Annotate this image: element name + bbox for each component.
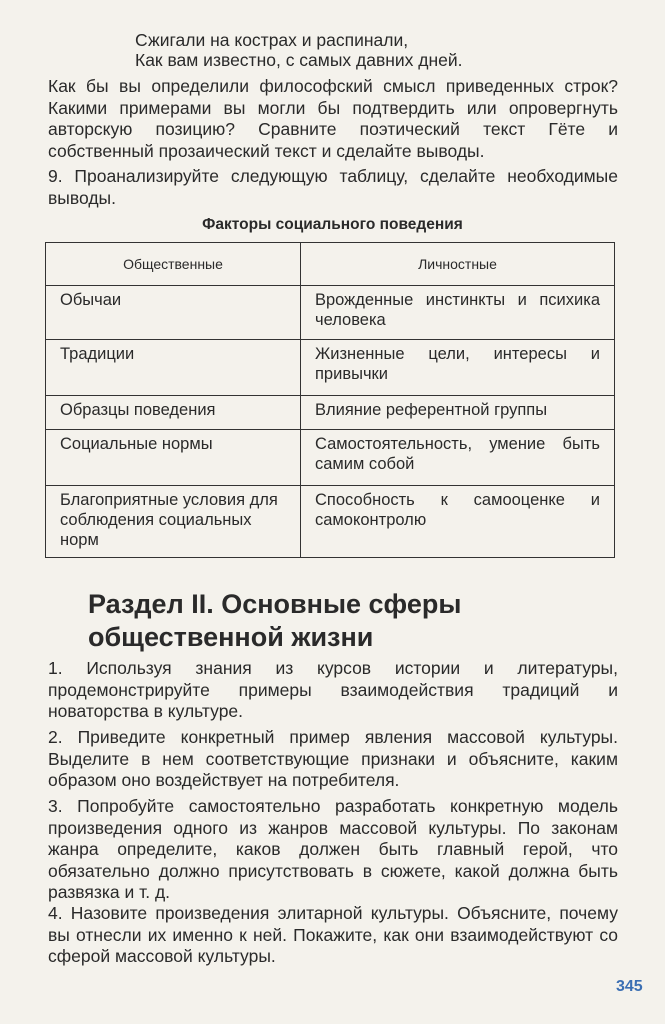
task-3: 3. Попробуйте самостоятельно разработать конкретную модель произведения одного из жанров массовой культуры. По законам жанра определите, каков должен быть главный герой, что обязательно должно присутствовать в сюжете, какой должна быть развязка и т. д.	[48, 796, 618, 902]
poem-line: Сжигали на кострах и распинали,	[135, 30, 409, 50]
table-cell: Самостоятельность, умение быть самим собой	[301, 430, 615, 486]
table-row	[46, 486, 615, 558]
table-cell: Влияние референтной группы	[301, 396, 615, 430]
table-cell: Обычаи	[46, 286, 301, 340]
task-9: 9. Проанализируйте следующую таблицу, сделайте необходимые выводы.	[48, 166, 618, 208]
table-cell: Социальные нормы	[46, 430, 301, 486]
page-number: 345	[616, 978, 643, 995]
section-heading-line: общественной жизни	[88, 622, 374, 652]
table-header-cell: Общественные	[46, 243, 301, 286]
section-heading-line: Раздел II. Основные сферы	[88, 589, 462, 619]
table-cell: Способность к самооценке и самоконтролю	[301, 486, 615, 558]
table-cell: Жизненные цели, интересы и привычки	[301, 340, 615, 396]
table-cell: Врожденные инстинкты и психика человека	[301, 286, 615, 340]
table-cell: Традиции	[46, 340, 301, 396]
social-behavior-table	[45, 242, 615, 558]
poem-quote	[135, 30, 463, 70]
poem-line: Как вам известно, с самых давних дней.	[135, 50, 463, 70]
question-paragraph: Как бы вы определили философский смысл приведенных строк? Какими примерами вы могли бы подтвердить или опровергнуть авторскую позицию? Сравните поэтический текст Гёте и собственный прозаический текст и сделайте выводы.	[48, 76, 618, 161]
table-header-cell: Личностные	[301, 243, 615, 286]
table-row	[46, 286, 615, 340]
table-row	[46, 340, 615, 396]
table-row	[46, 396, 615, 430]
table-cell: Образцы поведения	[46, 396, 301, 430]
table-row	[46, 430, 615, 486]
table-header-row	[46, 243, 615, 286]
section-heading	[88, 588, 628, 654]
task-1: 1. Используя знания из курсов истории и литературы, продемонстрируйте примеры взаимодействия традиций и новаторства в культуре.	[48, 658, 618, 721]
table-title: Факторы социального поведения	[202, 216, 463, 233]
task-2: 2. Приведите конкретный пример явления массовой культуры. Выделите в нем соответствующие признаки и объясните, каким образом оно воздействует на потребителя.	[48, 727, 618, 790]
task-4: 4. Назовите произведения элитарной культуры. Объясните, почему вы отнесли их именно к ней. Покажите, как они взаимодействуют со сферой массовой культуры.	[48, 903, 618, 966]
table-cell: Благоприятные условия для соблюдения социальных норм	[46, 486, 301, 558]
